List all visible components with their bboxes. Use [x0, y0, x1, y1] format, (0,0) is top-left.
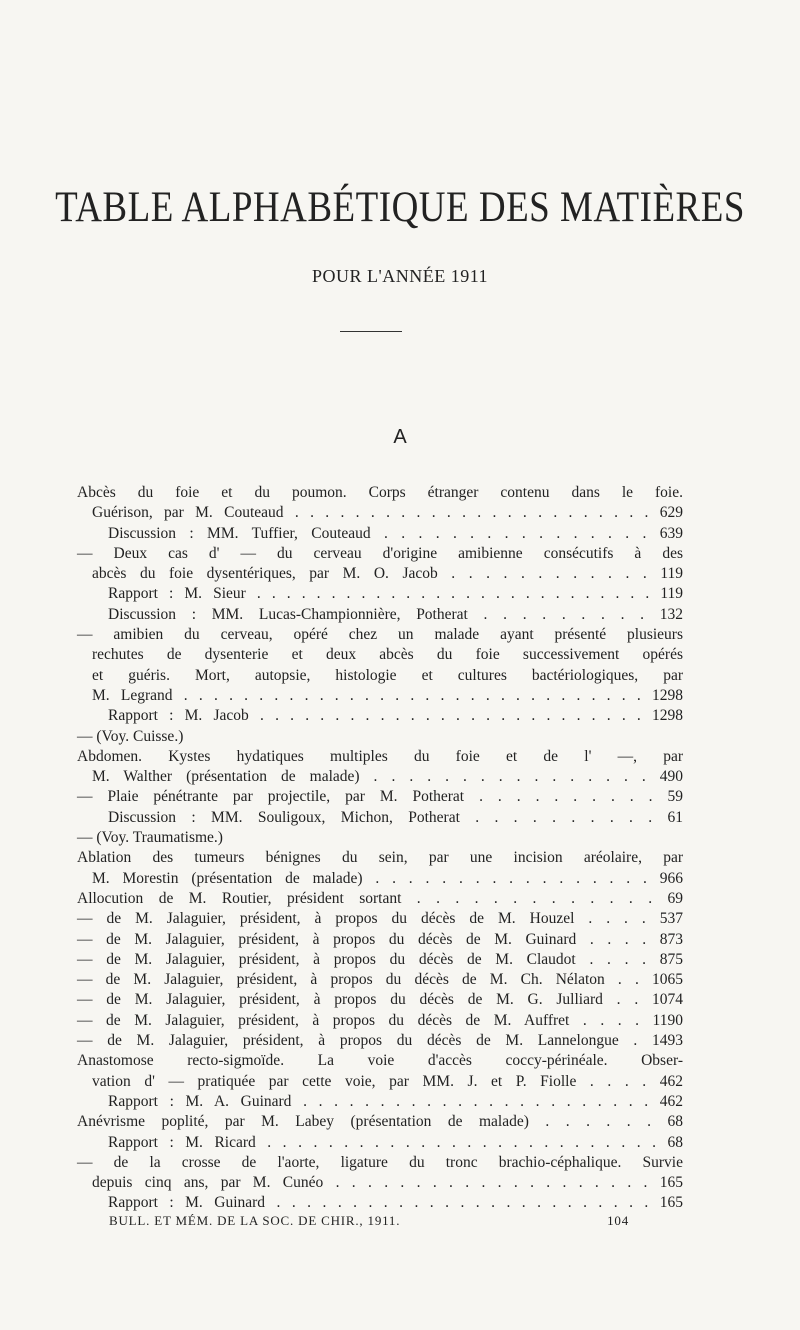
- index-line: Ablation des tumeurs bénignes du sein, par une incision aréolaire, par: [77, 849, 683, 867]
- index-line: — Plaie pénétrante par projectile, par M. Potherat . . . . . . . . . . 59: [77, 788, 683, 806]
- index-line: Abcès du foie et du poumon. Corps étranger contenu dans le foie.: [77, 484, 683, 501]
- index-line: et guéris. Mort, autopsie, histologie et cultures bactériologiques, par: [92, 666, 683, 684]
- index-entries: [77, 483, 683, 1214]
- index-line: depuis cinq ans, par M. Cunéo . . . . . . . . . . . . . . . . . . . . 165: [92, 1174, 683, 1192]
- index-line: — de M. Jalaguier, président, à propos du décès de M. Houzel . . . . 537: [77, 910, 683, 928]
- index-line: Discussion : MM. Tuffier, Couteaud . . . . . . . . . . . . . . . . 639: [108, 524, 683, 542]
- index-line: Anévrisme poplité, par M. Labey (présentation de malade) . . . . . . 68: [77, 1113, 683, 1131]
- index-line: — de M. Jalaguier, président, à propos du décès de M. Ch. Nélaton . . 1065: [77, 971, 683, 989]
- index-line: Rapport : M. Ricard . . . . . . . . . . . . . . . . . . . . . . . . . . 68: [108, 1133, 683, 1151]
- page-subtitle: POUR L'ANNÉE 1911: [311, 266, 489, 286]
- index-line: M. Walther (présentation de malade) . . . . . . . . . . . . . . . . 490: [92, 768, 683, 786]
- index-line: — de M. Jalaguier, président, à propos du décès de M. G. Julliard . . 1074: [77, 991, 683, 1009]
- index-line: Abdomen. Kystes hydatiques multiples du foie et de l' —, par: [77, 747, 683, 765]
- index-line: — amibien du cerveau, opéré chez un malade ayant présenté plusieurs: [77, 626, 683, 644]
- index-line: Rapport : M. Guinard . . . . . . . . . . . . . . . . . . . . . . . . . 165: [108, 1194, 683, 1212]
- index-line: — de M. Jalaguier, président, à propos du décès de M. Lannelongue . 1493: [77, 1032, 683, 1050]
- index-line: vation d' — pratiquée par cette voie, par MM. J. et P. Fiolle . . . . 462: [92, 1072, 683, 1090]
- index-line: — (Voy. Traumatisme.): [77, 829, 223, 847]
- index-line: rechutes de dysenterie et deux abcès du foie successivement opérés: [92, 646, 683, 664]
- title-rule: [340, 331, 402, 332]
- sheet-number: 104: [607, 1213, 629, 1228]
- index-line: Anastomose recto-sigmoïde. La voie d'accès coccy-périnéale. Obser-: [77, 1052, 683, 1070]
- index-line: — de M. Jalaguier, président, à propos du décès de M. Auffret . . . . 1190: [77, 1011, 683, 1029]
- index-line: M. Legrand . . . . . . . . . . . . . . . . . . . . . . . . . . . . . . . 1298: [92, 686, 683, 704]
- index-line: Discussion : MM. Lucas-Championnière, Potherat . . . . . . . . . 132: [108, 605, 683, 623]
- section-letter: A: [393, 426, 407, 448]
- page-title: TABLE ALPHABÉTIQUE DES MATIÈRES: [55, 183, 745, 232]
- index-line: M. Morestin (présentation de malade) . . . . . . . . . . . . . . . . . 966: [92, 869, 683, 887]
- index-line: — de M. Jalaguier, président, à propos du décès de M. Claudot . . . . 875: [77, 950, 683, 968]
- page-footer: [109, 1213, 629, 1229]
- index-line: — de M. Jalaguier, président, à propos du décès de M. Guinard . . . . 873: [77, 930, 683, 948]
- index-line: Allocution de M. Routier, président sortant . . . . . . . . . . . . . 69: [77, 889, 683, 907]
- index-line: Rapport : M. A. Guinard . . . . . . . . . . . . . . . . . . . . . . . 462: [108, 1092, 683, 1110]
- index-line: abcès du foie dysentériques, par M. O. Jacob . . . . . . . . . . . . 119: [92, 565, 683, 583]
- index-line: — (Voy. Cuisse.): [77, 727, 184, 745]
- index-line: — Deux cas d' — du cerveau d'origine amibienne consécutifs à des: [77, 544, 683, 562]
- index-line: Discussion : MM. Souligoux, Michon, Potherat . . . . . . . . . . 61: [108, 808, 683, 826]
- index-line: Rapport : M. Sieur . . . . . . . . . . . . . . . . . . . . . . . . . . . 119: [108, 585, 683, 603]
- journal-reference: BULL. ET MÉM. DE LA SOC. DE CHIR., 1911.: [109, 1213, 401, 1228]
- index-line: Rapport : M. Jacob . . . . . . . . . . . . . . . . . . . . . . . . . . 1298: [108, 707, 683, 725]
- index-line: Guérison, par M. Couteaud . . . . . . . . . . . . . . . . . . . . . . . . 629: [92, 504, 683, 522]
- index-line: — de la crosse de l'aorte, ligature du tronc brachio-céphalique. Survie: [77, 1153, 683, 1171]
